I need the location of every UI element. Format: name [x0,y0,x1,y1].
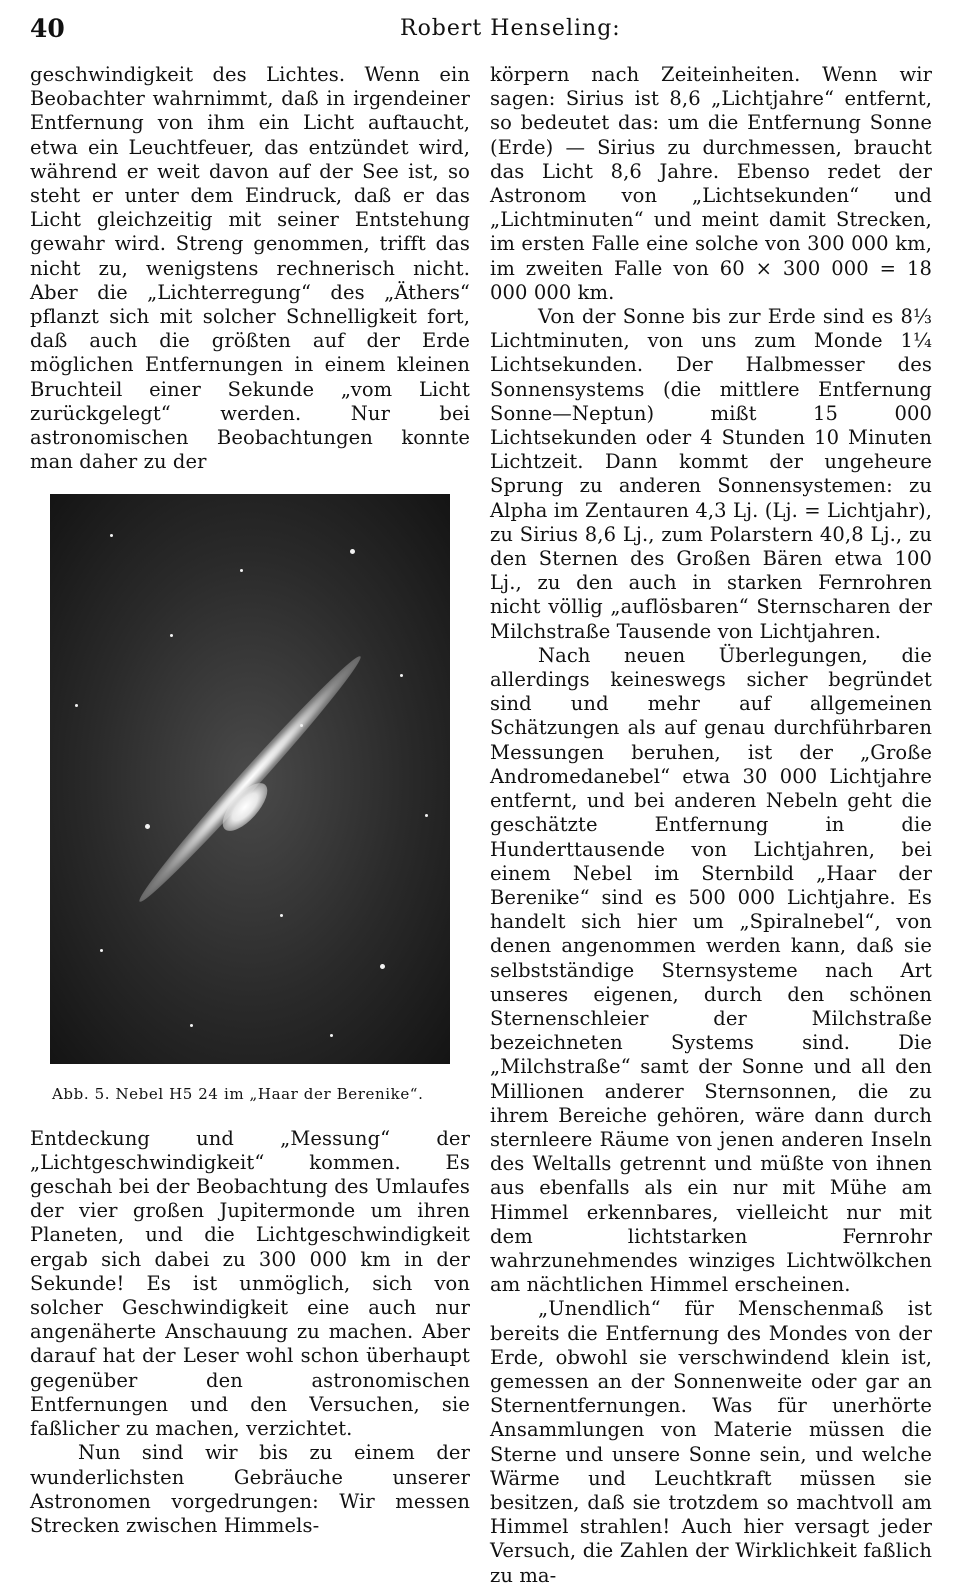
left-column [30,63,470,1538]
star [190,1024,193,1027]
paragraph: geschwindigkeit des Lichtes. Wenn ein Beobachter wahrnimmt, daß in irgendeiner Entfernung von ihm ein Licht auftaucht, etwa ein Leuchtfeuer, das entzündet wird, während er weit davon auf der See ist, so steht er unter dem Eindruck, daß er das Licht gleichzeitig mit seiner Entstehung gewahr wird. Streng genommen, trifft das nicht zu, wenigstens rechnerisch nicht. Aber die „Lichterregung“ des „Äthers“ pflanzt sich mit solcher Schnelligkeit fort, daß auch die größten auf der Erde möglichen Entfernungen in einem kleinen Bruchteil einer Sekunde „vom Licht zurückgelegt“ werden. Nur bei astronomischen Beobachtungen konnte man daher zu der [30,63,470,474]
paragraph: Nun sind wir bis zu einem der wunderlichsten Gebräuche unserer Astronomen vorgedrungen: Wir messen Strecken zwischen Himmels- [30,1441,470,1537]
page-number: 40 [30,14,65,43]
star [350,549,355,554]
star [240,569,243,572]
figure-caption: Abb. 5. Nebel H5 24 im „Haar der Berenike“. [52,1085,424,1104]
figure [30,494,470,1106]
paragraph: „Unendlich“ für Menschenmaß ist bereits die Entfernung des Mondes von der Erde, obwohl sie verschwindend klein ist, gemessen an der Sonnenweite oder gar an Sternentfernungen. Was für unerhörte Ansammlungen von Materie müssen die Sterne und unsere Sonne sein, und welche Wärme und Leuchtkraft müssen sie besitzen, daß sie trotzdem so machtvoll am Himmel strahlen! Auch hier versagt jeder Versuch, die Zahlen der Wirklichkeit faßlich zu ma- [490,1297,932,1587]
paragraph: körpern nach Zeiteinheiten. Wenn wir sagen: Sirius ist 8,6 „Lichtjahre“ entfernt, so bedeutet das: um die Entfernung Sonne (Erde) — Sirius zu durchmessen, braucht das Licht 8,6 Jahre. Ebenso redet der Astronom von „Lichtsekunden“ und „Lichtminuten“ und meint damit Strecken, im ersten Falle eine solche von 300 000 km, im zweiten Falle von 60 × 300 000 = 18 000 000 km. [490,63,932,304]
paragraph: Von der Sonne bis zur Erde sind es 8⅓ Lichtminuten, von uns zum Monde 1¼ Lichtsekunden. Der Halbmesser des Sonnensystems (die mittlere Entfernung Sonne—Neptun) mißt 15 000 Lichtsekunden oder 4 Stunden 10 Minuten Lichtzeit. Dann kommt der ungeheure Sprung zu anderen Sonnensystemen: zu Alpha im Zentauren 4,3 Lj. (Lj. = Lichtjahr), zu Sirius 8,6 Lj., zum Polarstern 40,8 Lj., zu den Sternen des Großen Bären etwa 100 Lj., zu den auch in starken Fernrohren nicht völlig „auflösbaren“ Sternscharen der Milchstraße Tausende von Lichtjahren. [490,305,932,643]
star [280,914,283,917]
page-header [0,0,960,60]
star [330,1034,333,1037]
star [145,824,150,829]
running-head: Robert Henseling: [400,16,621,41]
star [400,674,403,677]
star [75,704,78,707]
star [100,949,103,952]
star [380,964,385,969]
nebula-photograph [50,494,450,1064]
paragraph: Nach neuen Überlegungen, die allerdings keineswegs sicher begründet sind und mehr auf allgemeinen Schätzungen als auf genau durchführbaren Messungen beruhen, ist der „Große Andromedanebel“ etwa 30 000 Lichtjahre entfernt, und bei anderen Nebeln geht die geschätzte Entfernung in die Hunderttausende von Lichtjahren, bei einem Nebel im Sternbild „Haar der Berenike“ sind es 500 000 Lichtjahre. Es handelt sich hier um „Spiralnebel“, von denen angenommen werden kann, daß sie selbstständige Sternsysteme nach Art unseres eigenen, durch den schönen Sternenschleier der Milchstraße bezeichneten Systems sind. Die „Milchstraße“ samt der Sonne und all den Millionen anderer Sternsonnen, die zu ihrem Bereiche gehören, wäre dann durch sternleere Räume von jenen anderen Inseln des Weltalls getrennt und müßte von ihnen aus ebenfalls als ein nur mit Mühe am Himmel erkennbares, vielleicht nur mit dem lichtstarken Fernrohr wahrzunehmendes winziges Lichtwölkchen am nächtlichen Himmel erscheinen. [490,643,932,1297]
right-column [490,63,932,1588]
star [425,814,428,817]
star [170,634,173,637]
star [110,534,113,537]
nebula-streak [132,650,368,909]
paragraph: Entdeckung und „Messung“ der „Lichtgeschwindigkeit“ kommen. Es geschah bei der Beobachtung des Umlaufes der vier großen Jupitermonde um ihren Planeten, und die Lichtgeschwindigkeit ergab sich dabei zu 300 000 km in der Sekunde! Es ist unmöglich, sich von solcher Geschwindigkeit eine auch nur angenäherte Anschauung zu machen. Aber darauf hat der Leser wohl schon überhaupt gegenüber den astronomischen Entfernungen und den Versuchen, sie faßlicher zu machen, verzichtet. [30,1126,470,1441]
